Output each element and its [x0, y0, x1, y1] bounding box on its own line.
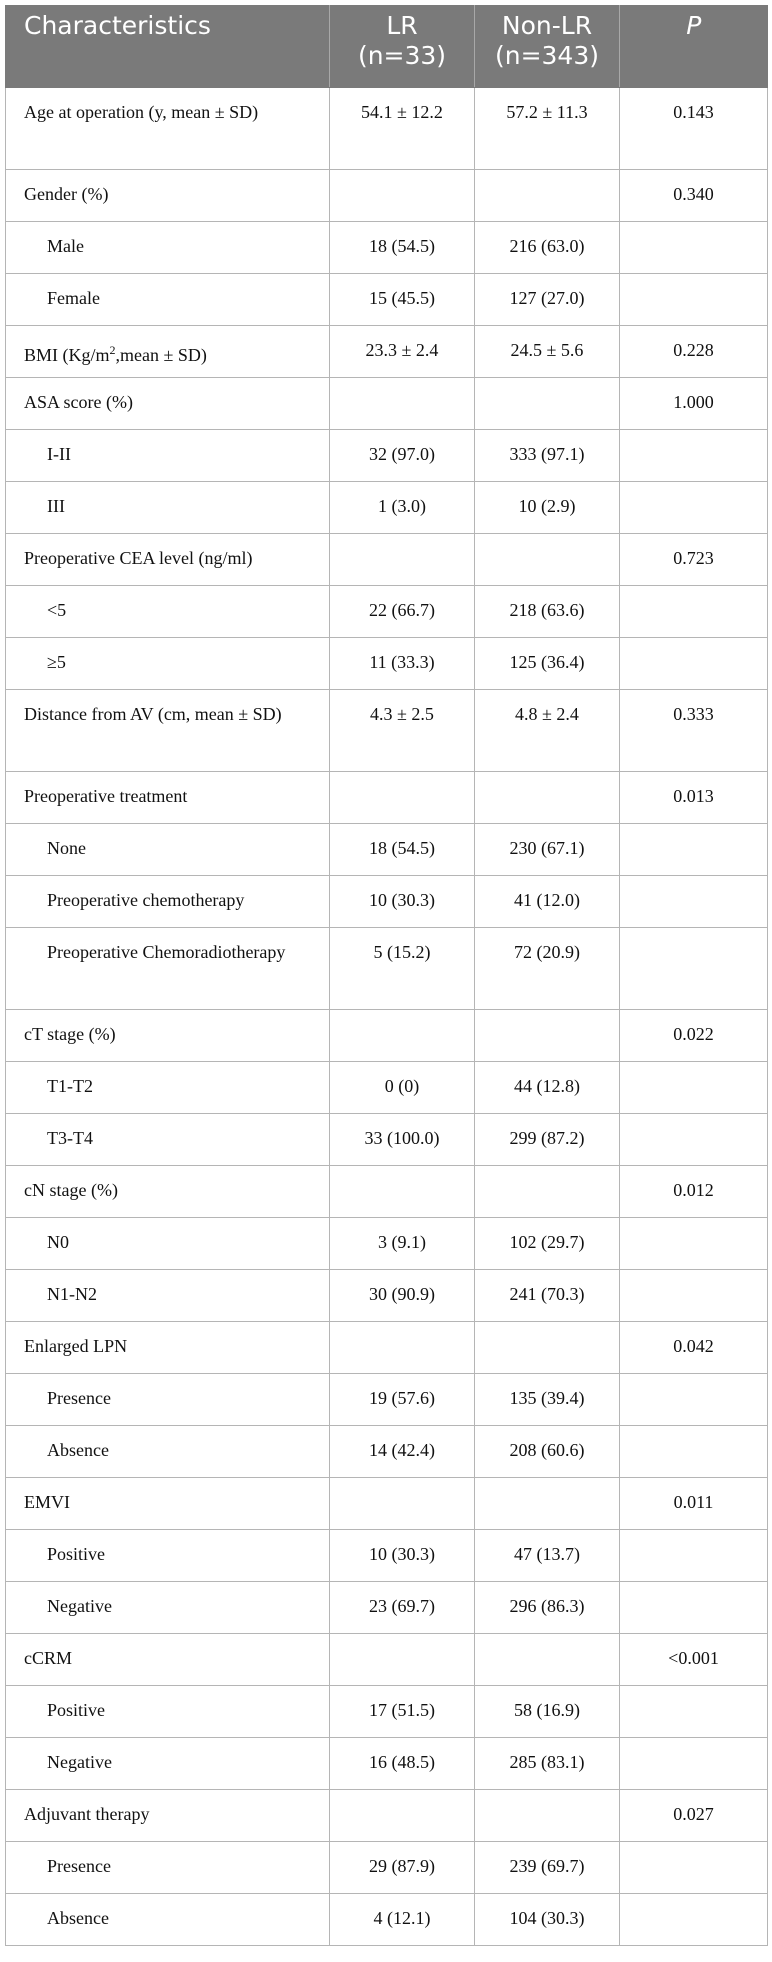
row-label: None — [6, 823, 330, 875]
p-value — [620, 1269, 768, 1321]
row-label: N0 — [6, 1217, 330, 1269]
row-label: cT stage (%) — [6, 1009, 330, 1061]
table-row — [6, 377, 768, 429]
non-lr-value — [475, 1633, 620, 1685]
non-lr-value: 41 (12.0) — [475, 875, 620, 927]
row-label: <5 — [6, 585, 330, 637]
non-lr-value — [475, 377, 620, 429]
p-value — [620, 1841, 768, 1893]
non-lr-value: 230 (67.1) — [475, 823, 620, 875]
p-value: 0.340 — [620, 169, 768, 221]
p-value — [620, 1893, 768, 1945]
header-p — [620, 5, 768, 87]
table-row — [6, 823, 768, 875]
non-lr-value — [475, 771, 620, 823]
non-lr-value: 239 (69.7) — [475, 1841, 620, 1893]
non-lr-value: 24.5 ± 5.6 — [475, 325, 620, 377]
p-value — [620, 481, 768, 533]
table-row — [6, 1061, 768, 1113]
table-row — [6, 1425, 768, 1477]
lr-value — [330, 1165, 475, 1217]
p-value — [620, 1061, 768, 1113]
non-lr-value: 10 (2.9) — [475, 481, 620, 533]
lr-value: 5 (15.2) — [330, 927, 475, 1009]
lr-value: 23.3 ± 2.4 — [330, 325, 475, 377]
row-label: Negative — [6, 1737, 330, 1789]
p-value — [620, 1685, 768, 1737]
row-label: Positive — [6, 1685, 330, 1737]
lr-value — [330, 1321, 475, 1373]
row-label: Preoperative chemotherapy — [6, 875, 330, 927]
lr-value: 54.1 ± 12.2 — [330, 87, 475, 169]
row-label-text: BMI (Kg/m — [24, 344, 110, 365]
table-row — [6, 771, 768, 823]
lr-value — [330, 169, 475, 221]
table-row — [6, 585, 768, 637]
lr-value: 10 (30.3) — [330, 1529, 475, 1581]
row-label: Presence — [6, 1373, 330, 1425]
table-row — [6, 1009, 768, 1061]
row-label: Preoperative treatment — [6, 771, 330, 823]
lr-value — [330, 533, 475, 585]
non-lr-value: 58 (16.9) — [475, 1685, 620, 1737]
non-lr-value: 216 (63.0) — [475, 221, 620, 273]
p-value — [620, 221, 768, 273]
lr-value: 16 (48.5) — [330, 1737, 475, 1789]
non-lr-value: 296 (86.3) — [475, 1581, 620, 1633]
header-p-text: P — [686, 11, 702, 40]
non-lr-value — [475, 1477, 620, 1529]
non-lr-value — [475, 1009, 620, 1061]
row-label: ≥5 — [6, 637, 330, 689]
non-lr-value: 125 (36.4) — [475, 637, 620, 689]
lr-value: 11 (33.3) — [330, 637, 475, 689]
row-label: Age at operation (y, mean ± SD) — [6, 87, 330, 169]
p-value — [620, 927, 768, 1009]
table-row — [6, 1477, 768, 1529]
table-row — [6, 481, 768, 533]
header-characteristics-text: Characteristics — [24, 11, 211, 40]
p-value — [620, 637, 768, 689]
non-lr-value: 285 (83.1) — [475, 1737, 620, 1789]
lr-value: 22 (66.7) — [330, 585, 475, 637]
non-lr-value — [475, 169, 620, 221]
table-row — [6, 273, 768, 325]
header-lr-line2: (n=33) — [357, 41, 447, 70]
row-label: ASA score (%) — [6, 377, 330, 429]
lr-value — [330, 377, 475, 429]
non-lr-value: 135 (39.4) — [475, 1373, 620, 1425]
table-row — [6, 1633, 768, 1685]
p-value: 0.022 — [620, 1009, 768, 1061]
table-container — [5, 5, 767, 1946]
lr-value: 17 (51.5) — [330, 1685, 475, 1737]
row-label: Male — [6, 221, 330, 273]
non-lr-value: 44 (12.8) — [475, 1061, 620, 1113]
non-lr-value — [475, 1789, 620, 1841]
p-value — [620, 585, 768, 637]
p-value: 0.011 — [620, 1477, 768, 1529]
table-row — [6, 533, 768, 585]
lr-value: 30 (90.9) — [330, 1269, 475, 1321]
table-row — [6, 1685, 768, 1737]
row-label: EMVI — [6, 1477, 330, 1529]
row-label: Absence — [6, 1893, 330, 1945]
non-lr-value: 104 (30.3) — [475, 1893, 620, 1945]
row-label: Preoperative Chemoradiotherapy — [6, 927, 330, 1009]
p-value: 0.027 — [620, 1789, 768, 1841]
non-lr-value: 208 (60.6) — [475, 1425, 620, 1477]
non-lr-value — [475, 533, 620, 585]
non-lr-value: 127 (27.0) — [475, 273, 620, 325]
lr-value — [330, 1477, 475, 1529]
p-value — [620, 823, 768, 875]
non-lr-value: 241 (70.3) — [475, 1269, 620, 1321]
table-row — [6, 325, 768, 377]
non-lr-value: 72 (20.9) — [475, 927, 620, 1009]
row-label: Adjuvant therapy — [6, 1789, 330, 1841]
row-label: III — [6, 481, 330, 533]
p-value: 1.000 — [620, 377, 768, 429]
lr-value: 3 (9.1) — [330, 1217, 475, 1269]
lr-value: 29 (87.9) — [330, 1841, 475, 1893]
lr-value: 18 (54.5) — [330, 221, 475, 273]
header-lr — [330, 5, 475, 87]
lr-value — [330, 771, 475, 823]
lr-value: 4 (12.1) — [330, 1893, 475, 1945]
p-value: 0.042 — [620, 1321, 768, 1373]
lr-value: 23 (69.7) — [330, 1581, 475, 1633]
table-row — [6, 1789, 768, 1841]
p-value — [620, 1113, 768, 1165]
lr-value: 0 (0) — [330, 1061, 475, 1113]
lr-value: 14 (42.4) — [330, 1425, 475, 1477]
row-label: Female — [6, 273, 330, 325]
row-label: T1-T2 — [6, 1061, 330, 1113]
non-lr-value: 218 (63.6) — [475, 585, 620, 637]
lr-value: 10 (30.3) — [330, 875, 475, 927]
lr-value: 18 (54.5) — [330, 823, 475, 875]
table-row — [6, 87, 768, 169]
row-label: Gender (%) — [6, 169, 330, 221]
non-lr-value — [475, 1321, 620, 1373]
lr-value: 33 (100.0) — [330, 1113, 475, 1165]
p-value: 0.013 — [620, 771, 768, 823]
table-header — [6, 5, 768, 87]
table-row — [6, 637, 768, 689]
row-label: Enlarged LPN — [6, 1321, 330, 1373]
p-value — [620, 1581, 768, 1633]
row-label-text-end: ,mean ± SD) — [115, 344, 207, 365]
table-row — [6, 1217, 768, 1269]
p-value — [620, 875, 768, 927]
table-row — [6, 689, 768, 771]
non-lr-value: 299 (87.2) — [475, 1113, 620, 1165]
table-row — [6, 1529, 768, 1581]
non-lr-value — [475, 1165, 620, 1217]
p-value: 0.143 — [620, 87, 768, 169]
table-row — [6, 169, 768, 221]
row-label: T3-T4 — [6, 1113, 330, 1165]
header-non-lr-line1: Non-LR — [501, 11, 593, 40]
lr-value: 1 (3.0) — [330, 481, 475, 533]
table-row — [6, 1893, 768, 1945]
p-value — [620, 1425, 768, 1477]
table-row — [6, 1373, 768, 1425]
lr-value: 32 (97.0) — [330, 429, 475, 481]
row-label: Absence — [6, 1425, 330, 1477]
row-label: Negative — [6, 1581, 330, 1633]
row-label: Preoperative CEA level (ng/ml) — [6, 533, 330, 585]
p-value — [620, 1217, 768, 1269]
table-row — [6, 429, 768, 481]
header-row — [6, 5, 768, 87]
header-characteristics — [6, 5, 330, 87]
p-value: 0.333 — [620, 689, 768, 771]
p-value — [620, 1737, 768, 1789]
row-label-superscript: 2 — [109, 342, 116, 357]
p-value — [620, 273, 768, 325]
row-label: cN stage (%) — [6, 1165, 330, 1217]
characteristics-table — [5, 5, 768, 1946]
table-row — [6, 1321, 768, 1373]
table-row — [6, 1581, 768, 1633]
header-lr-line1: LR — [386, 11, 418, 40]
row-label: Presence — [6, 1841, 330, 1893]
table-row — [6, 1841, 768, 1893]
table-body — [6, 87, 768, 1945]
table-row — [6, 221, 768, 273]
table-row — [6, 1113, 768, 1165]
lr-value: 15 (45.5) — [330, 273, 475, 325]
header-non-lr — [475, 5, 620, 87]
p-value: 0.228 — [620, 325, 768, 377]
p-value — [620, 1529, 768, 1581]
p-value: 0.012 — [620, 1165, 768, 1217]
non-lr-value: 57.2 ± 11.3 — [475, 87, 620, 169]
non-lr-value: 333 (97.1) — [475, 429, 620, 481]
row-label: N1-N2 — [6, 1269, 330, 1321]
row-label: I-II — [6, 429, 330, 481]
table-row — [6, 1269, 768, 1321]
row-label — [6, 325, 330, 377]
header-non-lr-line2: (n=343) — [494, 41, 600, 70]
p-value — [620, 1373, 768, 1425]
table-row — [6, 1737, 768, 1789]
row-label: cCRM — [6, 1633, 330, 1685]
lr-value: 4.3 ± 2.5 — [330, 689, 475, 771]
table-row — [6, 1165, 768, 1217]
row-label: Positive — [6, 1529, 330, 1581]
p-value: <0.001 — [620, 1633, 768, 1685]
lr-value — [330, 1633, 475, 1685]
lr-value — [330, 1009, 475, 1061]
table-row — [6, 927, 768, 1009]
table-row — [6, 875, 768, 927]
non-lr-value: 102 (29.7) — [475, 1217, 620, 1269]
non-lr-value: 4.8 ± 2.4 — [475, 689, 620, 771]
p-value: 0.723 — [620, 533, 768, 585]
non-lr-value: 47 (13.7) — [475, 1529, 620, 1581]
lr-value — [330, 1789, 475, 1841]
p-value — [620, 429, 768, 481]
lr-value: 19 (57.6) — [330, 1373, 475, 1425]
row-label: Distance from AV (cm, mean ± SD) — [6, 689, 330, 771]
